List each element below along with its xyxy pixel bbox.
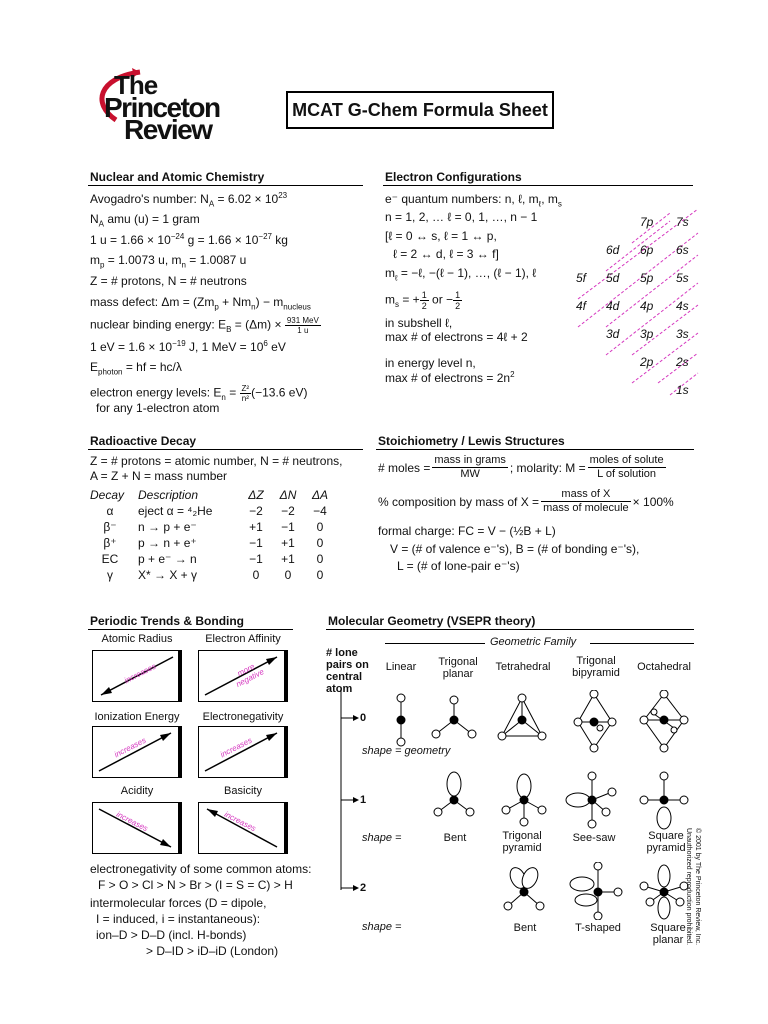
decay-description: eject α = ⁴₂He [138, 504, 213, 518]
decay-type: γ [107, 568, 113, 582]
decay-dz: 0 [252, 568, 260, 582]
imf-line-3: ion–D > D–D (incl. H-bonds) [96, 928, 247, 942]
col-trigonal-planar: Trigonal planar [438, 656, 478, 680]
decay-dn: −2 [281, 504, 295, 518]
orbital-7p: 7p [640, 215, 654, 229]
decay-header-row [86, 487, 336, 503]
decay-da: 0 [316, 568, 324, 582]
decay-dz: −2 [249, 504, 263, 518]
shape-see-saw: See-saw [572, 832, 616, 844]
shape-label-row-1: shape = [362, 832, 402, 844]
ev-line: 1 eV = $1.6 \times 10^{-19}$ J, 1 MeV = $10^6$ eV [90, 339, 286, 354]
photon-line: $E_{photon}$ = hf = hc/λ [90, 360, 182, 377]
shape-bent-1: Bent [443, 832, 467, 844]
orbital-6s: 6s [676, 243, 689, 257]
orbital-6d: 6d [606, 243, 620, 257]
subshell-max-line: max # of electrons = 4ℓ + 2 [385, 330, 528, 344]
header-dz: ΔZ [248, 488, 264, 502]
divider [88, 449, 363, 450]
shape-geometry-label: shape = geometry [362, 745, 451, 757]
decay-description: p + e⁻ → n [138, 552, 197, 566]
atomic-radius-label: Atomic Radius [101, 633, 173, 645]
orbital-4d: 4d [606, 299, 620, 313]
level-line: in energy level n, [385, 356, 476, 370]
ml-line: $m_\ell$ = −ℓ, −(ℓ − 1), …, (ℓ − 1), ℓ [385, 266, 537, 283]
lone-pairs-label: # lone pairs on central atom [326, 647, 369, 695]
ionization-energy-box [92, 726, 182, 778]
orbital-3p: 3p [640, 327, 654, 341]
vsepr-title: Molecular Geometry (VSEPR theory) [328, 614, 536, 628]
decay-table [86, 487, 336, 583]
logo-review: Review [124, 114, 212, 145]
orbital-5p: 5p [640, 271, 654, 285]
amu-line: $N_A$ amu (u) = 1 gram [90, 212, 200, 229]
periodic-title: Periodic Trends & Bonding [90, 614, 245, 628]
mass-defect-line: mass defect: $\Delta m = (Zm_p + Nm_n) - m_{nucleus}$ [90, 295, 311, 312]
basicity-box [198, 802, 288, 854]
arrow-label: increases [218, 735, 254, 760]
decay-title: Radioactive Decay [90, 434, 197, 448]
orbital-5s: 5s [676, 271, 689, 285]
decay-def-2: A = Z + N = mass number [90, 469, 228, 483]
arrow-label: increases [114, 809, 150, 834]
decay-row-alpha [86, 503, 336, 519]
formal-charge-line: formal charge: FC = V − (½B + L) [378, 524, 556, 538]
electronegativity-label: Electronegativity [202, 711, 284, 723]
divider [88, 185, 363, 186]
divider [376, 449, 694, 450]
logo-the: The [114, 70, 158, 100]
one-electron-line: for any 1-electron atom [96, 401, 220, 415]
en-order: F > O > Cl > N > Br > (I = S = C) > H [98, 878, 293, 892]
arrow-label: increases [112, 735, 148, 760]
decay-description: n → p + e⁻ [138, 520, 197, 534]
orbital-4f: 4f [576, 299, 587, 313]
decay-description: p → n + e⁺ [138, 536, 197, 550]
formal-charge-l: L = (# of lone-pair e⁻'s) [397, 559, 520, 573]
arrow-label: increases [222, 809, 258, 834]
quantum-numbers-line: e⁻ quantum numbers: n, ℓ, $m_\ell$, $m_s$ [385, 192, 562, 209]
electron-title: Electron Configurations [385, 170, 522, 184]
ms-line: $m_s$ = + $\frac{1}{2}$ or − $\frac{1}{2}$ [385, 290, 461, 311]
decay-dn: 0 [284, 568, 292, 582]
electron-affinity-label: Electron Affinity [205, 633, 281, 645]
shape-square-planar: Square planar [650, 922, 686, 946]
header-description: Description [138, 488, 199, 502]
orbital-1s: 1s [676, 383, 689, 397]
acidity-box [92, 802, 182, 854]
orbital-6p: 6p [640, 243, 654, 257]
divider [326, 629, 694, 630]
decay-dz: −1 [249, 536, 263, 550]
orbital-5d: 5d [606, 271, 620, 285]
l-sp-line: [ℓ = 0 ↔ s, ℓ = 1 ↔ p, [385, 229, 497, 243]
decay-da: 0 [316, 552, 324, 566]
decay-dn: +1 [281, 536, 295, 550]
orbital-4s: 4s [676, 299, 689, 313]
col-trigonal-bipyramid: Trigonal bipyramid [572, 655, 620, 679]
avogadro-line: Avogadro's number: $N_A = 6.02 \times 10^{23}$ [90, 191, 288, 209]
family-label: Geometric Family [490, 636, 577, 648]
header-da: ΔA [311, 488, 329, 502]
n-l-line: n = 1, 2, … ℓ = 0, 1, …, n − 1 [385, 210, 538, 224]
shape-trigonal-pyramid: Trigonal pyramid [502, 830, 542, 854]
col-octahedral: Octahedral [637, 661, 691, 673]
composition-line: % composition by mass of X = $\frac{\text{mass of X}}{\text{mass of molecule}}$ × 100% [378, 488, 674, 514]
moles-line: # moles = $\frac{\text{mass in grams}}{MW}$ ; molarity: M = $\frac{\text{moles of solute}}{\text{L of solution}}$ [378, 454, 664, 480]
decay-dn: −1 [281, 520, 295, 534]
orbital-5f: 5f [576, 271, 587, 285]
decay-description: X* → X + γ [138, 568, 198, 582]
shape-square-pyramid: Square pyramid [646, 830, 686, 854]
col-linear: Linear [385, 661, 417, 673]
page-title: MCAT G-Chem Formula Sheet [286, 91, 554, 129]
decay-dz: +1 [249, 520, 263, 534]
decay-type: β⁻ [103, 520, 117, 534]
shape-bent-2: Bent [513, 922, 537, 934]
arrow-label: increases [122, 661, 158, 686]
family-rule-left [385, 643, 485, 644]
copyright: © 2001 by The Princeton Review, Inc. Unauthorized reproduction prohibited. [685, 828, 701, 946]
z-n-line: Z = # protons, N = # neutrons [90, 274, 247, 288]
u-line: 1 $u = 1.66 \times 10^{-24}$ $g = 1.66 \times 10^{-27}$ kg [90, 232, 288, 247]
decay-row-beta-minus [86, 519, 336, 535]
row-2-label: 2 [360, 882, 367, 894]
geometry-row-2 [490, 862, 700, 920]
orbital-2s: 2s [676, 355, 689, 369]
imf-line-2: I = induced, i = instantaneous): [96, 912, 261, 926]
ionization-energy-label: Ionization Energy [94, 711, 180, 723]
decay-type: α [106, 504, 114, 518]
electron-affinity-box [198, 650, 288, 702]
binding-energy-line: nuclear binding energy: $E_B = (\Delta m)$ × $\frac{\text{931 MeV}}{1 u}$ [90, 316, 319, 335]
decay-type: EC [101, 552, 119, 566]
decay-da: 0 [316, 520, 324, 534]
shape-t-shaped: T-shaped [575, 922, 621, 934]
orbital-3s: 3s [676, 327, 689, 341]
arrow-label: more negative [234, 661, 266, 689]
decay-type: β⁺ [103, 536, 117, 550]
logo-princeton: Princeton [104, 92, 220, 123]
decay-def-1: Z = # protons = atomic number, N = # neutrons, [90, 454, 343, 468]
shape-label-row-2: shape = [362, 921, 402, 933]
orbital-2p: 2p [640, 355, 654, 369]
header-decay: Decay [90, 488, 125, 502]
divider [88, 629, 293, 630]
orbital-7s: 7s [676, 215, 689, 229]
l-df-line: ℓ = 2 ↔ d, ℓ = 3 ↔ f] [393, 247, 499, 261]
imf-line-1: intermolecular forces (D = dipole, [90, 896, 267, 910]
formal-charge-v: V = (# of valence e⁻'s), B = (# of bonding e⁻'s), [390, 542, 640, 556]
electronegativity-box [198, 726, 288, 778]
header-dn: ΔN [279, 488, 297, 502]
divider [383, 185, 693, 186]
row-0-label: 0 [360, 712, 367, 724]
atomic-radius-box [92, 650, 182, 702]
level-max-line: max # of electrons = $2n^2$ [385, 370, 515, 385]
orbital-4p: 4p [640, 299, 654, 313]
imf-line-4: > D–ID > iD–iD (London) [146, 944, 279, 958]
decay-row-ec [86, 551, 336, 567]
decay-da: 0 [316, 536, 324, 550]
subshell-line: in subshell ℓ, [385, 316, 453, 330]
stoich-title: Stoichiometry / Lewis Structures [378, 434, 565, 448]
decay-da: −4 [313, 504, 327, 518]
col-tetrahedral: Tetrahedral [495, 661, 551, 673]
decay-row-gamma [86, 567, 336, 583]
decay-dn: +1 [281, 552, 295, 566]
decay-dz: −1 [249, 552, 263, 566]
mass-line: $m_p = 1.0073$ u, $m_n = 1.0087$ u [90, 253, 247, 270]
orbital-3d: 3d [606, 327, 620, 341]
family-rule-right [590, 643, 694, 644]
energy-levels-line: electron energy levels: $E_n$ = $\frac{\text{Z²}}{\text{n²}}$ (−13.6 eV) [90, 384, 308, 403]
acidity-label: Acidity [120, 785, 154, 797]
decay-row-beta-plus [86, 535, 336, 551]
geometry-row-1 [420, 770, 700, 830]
en-title: electronegativity of some common atoms: [90, 862, 312, 876]
row-1-label: 1 [360, 794, 367, 806]
basicity-label: Basicity [224, 785, 262, 797]
nuclear-title: Nuclear and Atomic Chemistry [90, 170, 265, 184]
